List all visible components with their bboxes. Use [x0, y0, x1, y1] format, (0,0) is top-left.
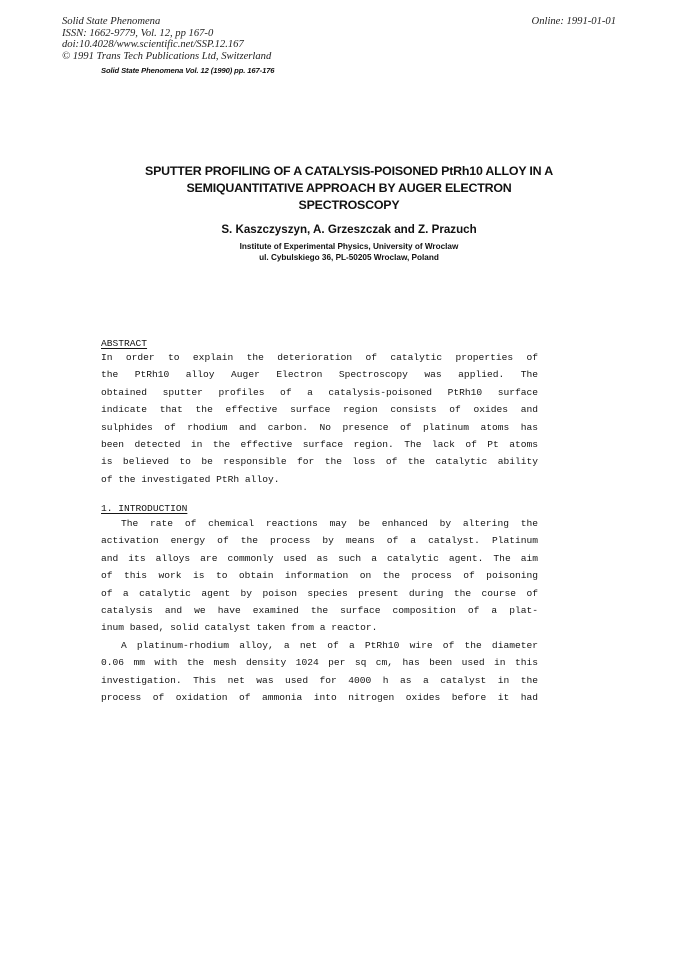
abstract-line: the PtRh10 alloy Auger Electron Spectroscopy was applied. The — [101, 369, 538, 381]
title-line-1: SPUTTER PROFILING OF A CATALYSIS-POISONED PtRh10 ALLOY IN A — [145, 164, 553, 178]
copyright-line: © 1991 Trans Tech Publications Ltd, Switzerland — [62, 50, 272, 62]
journal-metadata — [62, 16, 271, 62]
abstract-line: In order to explain the deterioration of catalytic properties of — [101, 352, 538, 363]
doi-line: doi:10.4028/www.scientific.net/SSP.12.167 — [62, 39, 244, 51]
introduction-line: process of oxidation of ammonia into nitrogen oxides before it had — [101, 691, 538, 703]
introduction-line: of a catalytic agent by poison species present during the course of — [101, 587, 538, 599]
introduction-heading: 1. INTRODUCTION — [101, 503, 188, 514]
introduction-line: and its alloys are commonly used as such a catalytic agent. The aim — [101, 552, 538, 564]
abstract-heading: ABSTRACT — [101, 338, 148, 349]
affiliation-line-1: Institute of Experimental Physics, University of Wroclaw — [239, 242, 459, 251]
citation-line: Solid State Phenomena Vol. 12 (1990) pp. 167-176 — [101, 66, 275, 75]
journal-name: Solid State Phenomena — [62, 16, 161, 27]
issn-line: ISSN: 1662-9779, Vol. 12, pp 167-0 — [62, 27, 214, 39]
affiliation — [80, 241, 618, 264]
abstract-line: been detected in the effective surface region. The lack of Pt atoms — [101, 438, 538, 450]
abstract-line: of the investigated PtRh alloy. — [101, 473, 280, 485]
paper-title — [80, 163, 618, 214]
introduction-line: catalysis and we have examined the surface composition of a plat- — [101, 604, 538, 616]
abstract-line: sulphides of rhodium and carbon. No presence of platinum atoms has — [101, 421, 538, 433]
abstract-body — [101, 349, 538, 488]
title-line-3: SPECTROSCOPY — [298, 198, 400, 212]
introduction-line: of this work is to obtain information on the process of poisoning — [101, 570, 538, 582]
online-date: Online: 1991-01-01 — [531, 16, 616, 27]
introduction-line: inum based, solid catalyst taken from a reactor. — [101, 622, 378, 634]
abstract-line: is believed to be responsible for the loss of the catalytic ability — [101, 456, 538, 468]
introduction-line: 0.06 mm with the mesh density 1024 per sq cm, has been used in this — [101, 657, 538, 669]
title-line-2: SEMIQUANTITATIVE APPROACH BY AUGER ELECTRON — [186, 181, 512, 195]
author-list: S. Kaszczyszyn, A. Grzeszczak and Z. Prazuch — [221, 223, 477, 236]
introduction-line: A platinum-rhodium alloy, a net of a PtRh10 wire of the diameter — [121, 639, 538, 651]
introduction-line: activation energy of the process by means of a catalyst. Platinum — [101, 535, 538, 547]
introduction-line: The rate of chemical reactions may be enhanced by altering the — [121, 518, 538, 529]
affiliation-line-2: ul. Cybulskiego 36, PL-50205 Wroclaw, Poland — [259, 253, 439, 263]
introduction-line: investigation. This net was used for 4000 h as a catalyst in the — [101, 674, 538, 686]
abstract-line: indicate that the effective surface region consists of oxides and — [101, 404, 538, 416]
introduction-body — [101, 515, 538, 706]
abstract-line: obtained sputter profiles of a catalysis-poisoned PtRh10 surface — [101, 386, 538, 398]
